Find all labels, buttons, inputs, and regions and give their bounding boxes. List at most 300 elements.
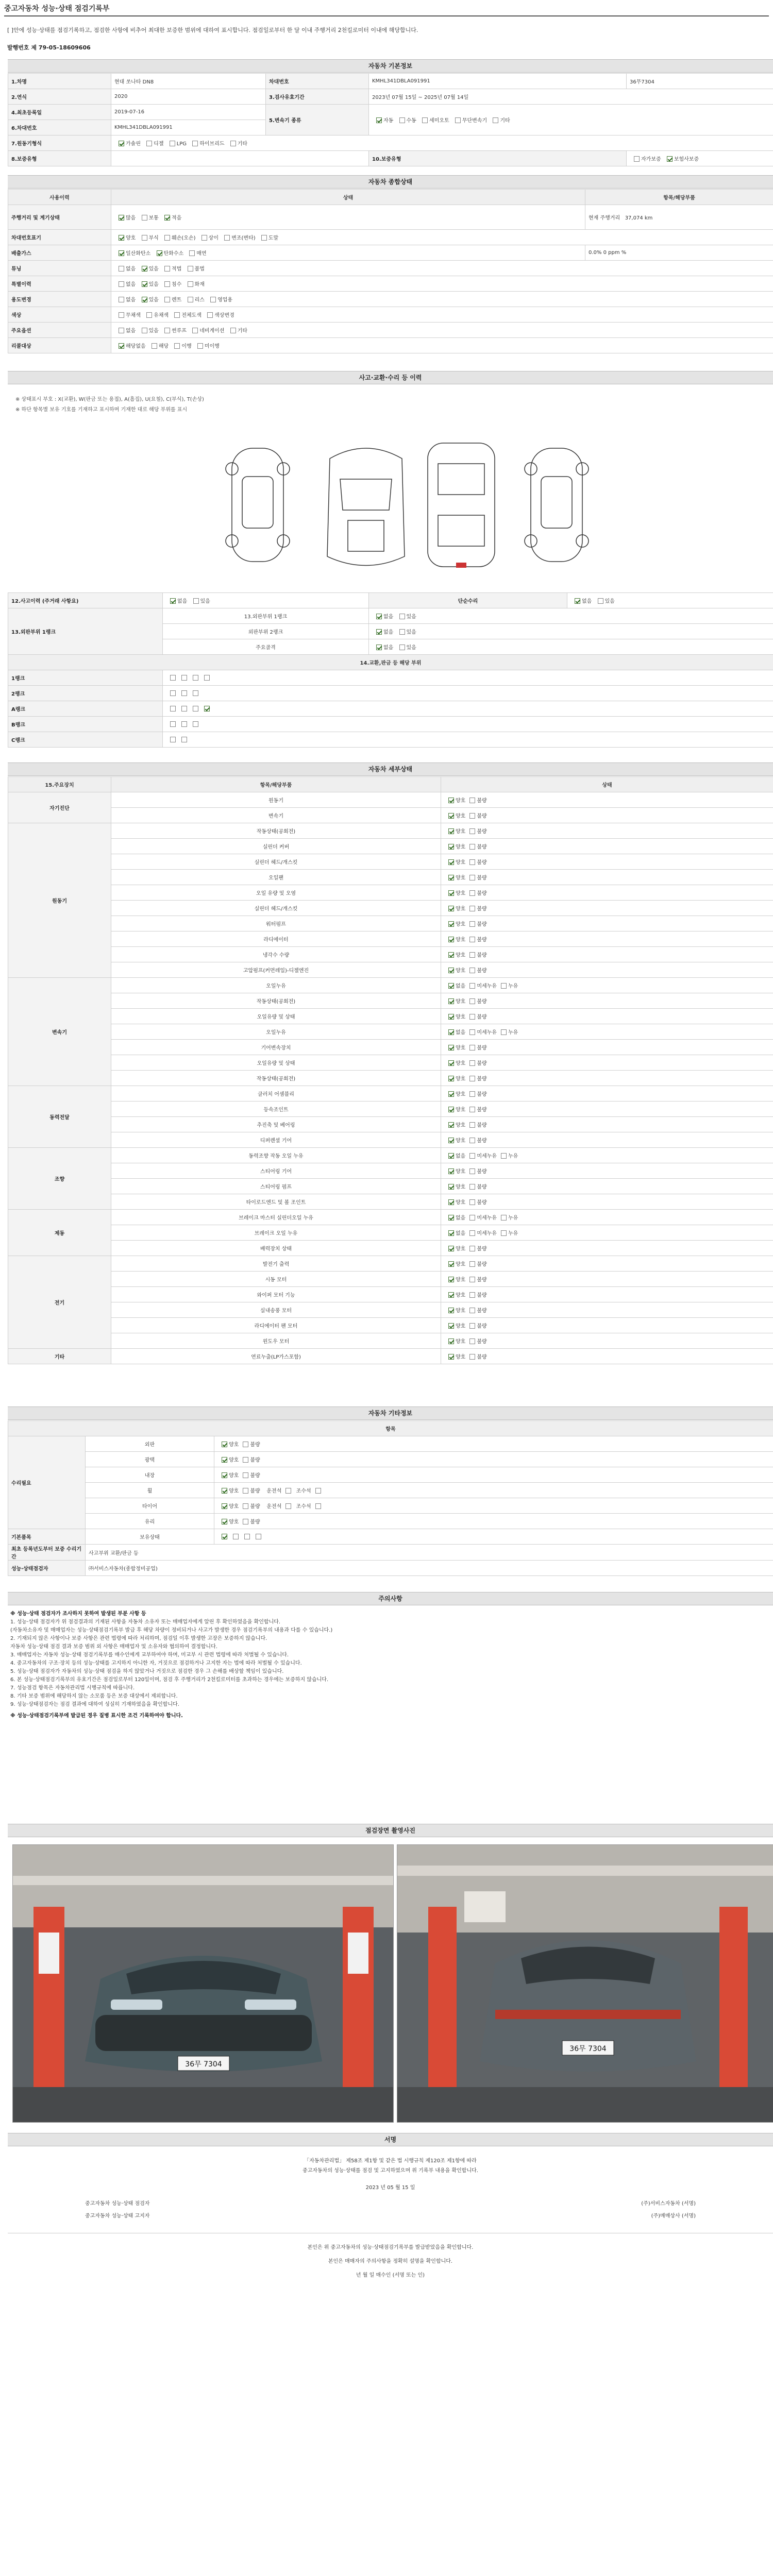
checkbox-icon[interactable] <box>493 117 498 123</box>
checkbox-icon[interactable] <box>243 1503 248 1509</box>
checkbox-icon[interactable] <box>142 235 147 241</box>
checkbox-icon[interactable] <box>119 250 124 256</box>
car-rear-photo-icon <box>397 1845 773 2123</box>
checkbox-icon[interactable] <box>448 828 454 834</box>
row-label: 성능·상태점검자 <box>8 1561 86 1576</box>
item-label: 스티어링 기어 <box>111 1163 441 1179</box>
checkbox-icon[interactable] <box>164 215 170 221</box>
checkbox-icon[interactable] <box>207 312 213 318</box>
checkbox-icon[interactable] <box>210 297 216 302</box>
checkbox-icon[interactable] <box>170 141 175 146</box>
group-label: 기타 <box>8 1349 111 1364</box>
checkbox-icon[interactable] <box>448 983 454 989</box>
checkbox-icon[interactable] <box>188 281 193 287</box>
license-plate: 36무 7304 <box>569 2045 607 2053</box>
checkbox-icon[interactable] <box>448 1230 454 1236</box>
checkbox-icon[interactable] <box>142 328 147 333</box>
checkbox-icon[interactable] <box>448 1292 454 1298</box>
checkbox-icon[interactable] <box>469 1014 475 1020</box>
item-label: 오일팬 <box>111 870 441 885</box>
checkbox-icon[interactable] <box>448 1246 454 1251</box>
checkbox-icon[interactable] <box>119 328 124 333</box>
checkbox-icon[interactable] <box>469 875 475 880</box>
checkbox-icon[interactable] <box>469 1292 475 1298</box>
checkbox-icon[interactable] <box>157 250 162 256</box>
checkbox-icon[interactable] <box>448 1138 454 1143</box>
checkbox-icon[interactable] <box>469 1199 475 1205</box>
checkbox-icon[interactable] <box>469 1029 475 1035</box>
checkbox-icon[interactable] <box>469 1122 475 1128</box>
checkbox-icon[interactable] <box>469 1091 475 1097</box>
option-label: 양호 <box>456 1246 466 1252</box>
checkbox-icon[interactable] <box>222 1534 227 1539</box>
options: 양호 불량 <box>214 1467 773 1483</box>
checkbox-icon[interactable] <box>181 721 187 727</box>
checkbox-icon[interactable] <box>634 156 640 162</box>
checkbox-icon[interactable] <box>164 266 170 272</box>
buyer-line-2: 본인은 매매자의 주의사항을 정확히 설명을 확인합니다. <box>328 2259 453 2264</box>
checkbox-icon[interactable] <box>188 297 193 302</box>
checkbox-icon[interactable] <box>243 1488 248 1494</box>
item-label: 유리 <box>86 1514 214 1529</box>
value: KMHL341DBLA091991 <box>369 74 627 89</box>
options: 없음 있음 <box>369 608 773 624</box>
status-options <box>441 1024 773 1040</box>
checkbox-icon[interactable] <box>399 645 405 650</box>
checkbox-icon[interactable] <box>469 1323 475 1329</box>
item-label: 실린더 헤드/개스킷 <box>111 901 441 916</box>
checkbox-icon[interactable] <box>448 890 454 896</box>
sub-label: 13.외판부위 1랭크 <box>163 608 369 624</box>
checkbox-icon[interactable] <box>164 328 170 333</box>
option-label: 불량 <box>477 937 487 943</box>
checkbox-icon[interactable] <box>448 798 454 803</box>
options: 없음 있음 적법 불법 <box>111 261 773 276</box>
checkbox-icon[interactable] <box>119 312 124 318</box>
status-options <box>441 870 773 885</box>
checkbox-icon[interactable] <box>193 690 198 696</box>
checkbox-icon[interactable] <box>230 141 236 146</box>
item-label: 라디에이터 팬 모터 <box>111 1318 441 1333</box>
checkbox-icon[interactable] <box>448 952 454 958</box>
checkbox-icon[interactable] <box>469 906 475 911</box>
checkbox-icon[interactable] <box>243 1472 248 1478</box>
checkbox-icon[interactable] <box>448 1014 454 1020</box>
option-label: 없음 <box>456 1231 466 1236</box>
checkbox-icon[interactable] <box>181 737 187 742</box>
item-label: 보유상태 <box>86 1529 214 1545</box>
checkbox-icon[interactable] <box>376 117 382 123</box>
checkbox-icon[interactable] <box>448 1184 454 1190</box>
header-cell: 15.주요장치 <box>8 777 111 792</box>
option-label: 불량 <box>477 814 487 819</box>
option-label: 불량 <box>477 1324 487 1329</box>
checkbox-icon[interactable] <box>152 343 157 349</box>
section-other: 자동차 기타정보 <box>8 1406 773 1420</box>
checkbox-icon[interactable] <box>448 921 454 927</box>
checkbox-icon[interactable] <box>170 721 176 727</box>
checkbox-icon[interactable] <box>285 1488 291 1494</box>
checkbox-icon[interactable] <box>181 706 187 711</box>
checkbox-icon[interactable] <box>469 1076 475 1081</box>
rank-label: 1랭크 <box>8 670 163 686</box>
note-line: 자동차 성능·상태 점검 결과 보증 범위 외 사항은 매매업자 및 소유자와 협의하여 결정합니다. <box>10 1644 217 1650</box>
item-label: 와이퍼 모터 기능 <box>111 1287 441 1302</box>
header-cell: 항목 <box>8 1421 773 1436</box>
status-options <box>441 1349 773 1364</box>
checkbox-icon[interactable] <box>448 1261 454 1267</box>
item-label: 디퍼렌셜 기어 <box>111 1132 441 1148</box>
fuel-options: 가솔린 디젤 LPG 하이브리드 기타 <box>111 135 773 151</box>
checkbox-icon[interactable] <box>146 312 152 318</box>
checkbox-icon[interactable] <box>376 629 382 635</box>
options: 양호 불량 <box>214 1436 773 1452</box>
checkbox-icon[interactable] <box>174 312 180 318</box>
status-options <box>441 1101 773 1117</box>
notes-warning: ※ 성능·상태점검기록부에 발급된 경우 질병 표시한 조건 기록하여야 합니다. <box>10 1713 183 1719</box>
checkbox-icon[interactable] <box>448 875 454 880</box>
checkbox-icon[interactable] <box>448 1045 454 1050</box>
option-label: 불량 <box>477 1200 487 1206</box>
checkbox-icon[interactable] <box>448 1215 454 1221</box>
checkbox-icon[interactable] <box>181 690 187 696</box>
checkbox-icon[interactable] <box>469 952 475 958</box>
checkbox-icon[interactable] <box>285 1503 291 1509</box>
row-label: 최초 등록년도부터 보증 수리기간 <box>8 1545 86 1561</box>
item-label: 라디에이터 <box>111 931 441 947</box>
checkbox-icon[interactable] <box>448 998 454 1004</box>
checkbox-icon[interactable] <box>192 328 198 333</box>
option-label: 양호 <box>456 937 466 943</box>
checkbox-icon[interactable] <box>448 1076 454 1081</box>
item-label: 외판 <box>86 1436 214 1452</box>
checkbox-icon[interactable] <box>243 1457 248 1463</box>
checkbox-icon[interactable] <box>189 250 195 256</box>
checkbox-icon[interactable] <box>469 1060 475 1066</box>
checkbox-icon[interactable] <box>448 968 454 973</box>
option-label: 불량 <box>477 922 487 927</box>
checkbox-icon[interactable] <box>469 1045 475 1050</box>
checkbox-icon[interactable] <box>181 675 187 681</box>
options: 양호 불량 운전석 조수석 <box>214 1483 773 1498</box>
option-label: 불량 <box>477 844 487 850</box>
status-options <box>441 1241 773 1256</box>
checkbox-icon[interactable] <box>448 813 454 819</box>
checkbox-icon[interactable] <box>164 235 170 241</box>
checkbox-icon[interactable] <box>501 983 507 989</box>
status-options <box>441 916 773 931</box>
checkbox-icon[interactable] <box>448 844 454 850</box>
checkbox-icon[interactable] <box>222 1488 227 1494</box>
checkbox-icon[interactable] <box>142 215 147 221</box>
inspector-label: 중고자동차 성능·상태 점검자 <box>85 2201 150 2207</box>
item-label: 등속조인트 <box>111 1101 441 1117</box>
notes-lines <box>10 1618 763 1709</box>
checkbox-icon[interactable] <box>448 1354 454 1360</box>
checkbox-icon[interactable] <box>469 1107 475 1112</box>
note-line: (자동차소유자 및 매매업자는 성능·상태점검기록부 발급 후 해당 차량이 정비되거나 사고가 발생한 경우 점검기록부의 내용과 다를 수 있습니다.) <box>10 1628 333 1633</box>
checkbox-icon[interactable] <box>469 890 475 896</box>
checkbox-icon[interactable] <box>243 1442 248 1447</box>
note-line: 4. 중고자동차의 구조·장치 등의 성능·상태를 고지하지 아니한 자, 거짓으로 점검하거나 고지한 자는 법에 따라 처벌될 수 있습니다. <box>10 1660 302 1666</box>
accident-legend-2: ※ 하단 항목별 보유 기호를 기재하고 표시하며 기재한 대로 해당 부위를 표시 <box>15 407 188 413</box>
label: 차대번호 <box>266 74 369 89</box>
option-label: 불량 <box>477 1045 487 1051</box>
sub-header: 14.교환,판금 등 해당 부위 <box>8 655 773 670</box>
checkbox-icon[interactable] <box>469 1354 475 1360</box>
checkbox-icon[interactable] <box>119 343 124 349</box>
checkbox-icon[interactable] <box>448 1107 454 1112</box>
checkbox-icon[interactable] <box>448 1060 454 1066</box>
checkbox-icon[interactable] <box>244 1534 250 1539</box>
checkbox-icon[interactable] <box>170 675 176 681</box>
checkbox-icon[interactable] <box>256 1534 261 1539</box>
checkbox-icon[interactable] <box>448 1091 454 1097</box>
row-label: 단순수리 <box>369 593 567 608</box>
status-options <box>441 962 773 978</box>
checkbox-icon[interactable] <box>422 117 428 123</box>
checkbox-icon[interactable] <box>448 1122 454 1128</box>
checkbox-icon[interactable] <box>193 706 198 711</box>
checkbox-icon[interactable] <box>261 235 267 241</box>
header-cell: 상태 <box>111 190 585 205</box>
row-label: 수리필요 <box>8 1436 86 1529</box>
checkbox-icon[interactable] <box>204 675 210 681</box>
checkbox-icon[interactable] <box>119 266 124 272</box>
checkbox-icon[interactable] <box>193 675 198 681</box>
option-label: 미세누유 <box>477 1231 497 1236</box>
options: 없음 있음 <box>369 639 773 655</box>
status-options <box>441 885 773 901</box>
checkbox-icon[interactable] <box>119 215 124 221</box>
checkbox-icon[interactable] <box>469 1184 475 1190</box>
status-options <box>441 1040 773 1055</box>
notifier-row <box>8 2211 773 2221</box>
option-label: 불량 <box>477 1262 487 1267</box>
checkbox-icon[interactable] <box>119 297 124 302</box>
checkbox-icon[interactable] <box>164 281 170 287</box>
overall-table <box>8 189 773 353</box>
checkbox-icon[interactable] <box>469 1338 475 1344</box>
checkbox-icon[interactable] <box>192 141 198 146</box>
value: KMHL341DBLA091991 <box>111 120 266 135</box>
option-label: 불량 <box>477 1184 487 1190</box>
checkbox-icon[interactable] <box>448 1153 454 1159</box>
options <box>214 1529 773 1545</box>
checkbox-icon[interactable] <box>448 1338 454 1344</box>
signature-line-1: 「자동차관리법」 제58조 제1항 및 같은 법 시행규칙 제120조 제1항에 따라 <box>304 2158 477 2164</box>
checkbox-icon[interactable] <box>376 645 382 650</box>
checkbox-icon[interactable] <box>164 297 170 302</box>
checkbox-icon[interactable] <box>469 844 475 850</box>
checkbox-icon[interactable] <box>501 1230 507 1236</box>
checkbox-icon[interactable] <box>193 598 199 604</box>
checkbox-icon[interactable] <box>142 266 147 272</box>
label: 10.보증유형 <box>369 151 627 166</box>
option-label: 불량 <box>477 1293 487 1298</box>
option-label: 양호 <box>456 1293 466 1298</box>
checkbox-icon[interactable] <box>399 629 405 635</box>
note-line: 7. 성능점검 항목은 자동차관리법 시행규칙에 따릅니다. <box>10 1685 135 1691</box>
checkbox-icon[interactable] <box>201 235 207 241</box>
checkbox-icon[interactable] <box>469 859 475 865</box>
option-label: 양호 <box>456 968 466 974</box>
checkbox-icon[interactable] <box>193 721 198 727</box>
option-label: 없음 <box>456 1030 466 1036</box>
checkbox-icon[interactable] <box>197 343 203 349</box>
status-options <box>441 1302 773 1318</box>
section-overall: 자동차 종합상태 <box>8 175 773 189</box>
checkbox-icon[interactable] <box>455 117 461 123</box>
checkbox-icon[interactable] <box>119 141 124 146</box>
checkbox-icon[interactable] <box>469 1308 475 1313</box>
checkbox-icon[interactable] <box>469 1138 475 1143</box>
checkbox-icon[interactable] <box>469 937 475 942</box>
value <box>111 151 369 166</box>
checkbox-icon[interactable] <box>399 614 405 619</box>
item-label: 오일 유량 및 오염 <box>111 885 441 901</box>
checkbox-icon[interactable] <box>448 1323 454 1329</box>
checkbox-icon[interactable] <box>170 737 176 742</box>
option-label: 양호 <box>456 906 466 912</box>
checkbox-icon[interactable] <box>448 1029 454 1035</box>
checkbox-icon[interactable] <box>598 598 603 604</box>
checkbox-icon[interactable] <box>376 614 382 619</box>
option-label: 양호 <box>456 860 466 866</box>
checkbox-icon[interactable] <box>501 1153 507 1159</box>
section-caution: 주의사항 <box>8 1592 773 1605</box>
row-label: 차대번호표기 <box>8 230 111 245</box>
checkbox-icon[interactable] <box>501 1029 507 1035</box>
item-label: 동력조향 작동 오일 누유 <box>111 1148 441 1163</box>
checkbox-icon[interactable] <box>469 983 475 989</box>
section-detail: 자동차 세부상태 <box>8 762 773 776</box>
checkbox-icon[interactable] <box>170 598 176 604</box>
checkbox-icon[interactable] <box>222 1472 227 1478</box>
checkbox-icon[interactable] <box>469 998 475 1004</box>
checkbox-icon[interactable] <box>119 281 124 287</box>
checkbox-icon[interactable] <box>575 598 580 604</box>
checkbox-icon[interactable] <box>222 1442 227 1447</box>
checkbox-icon[interactable] <box>448 1168 454 1174</box>
checkbox-icon[interactable] <box>222 1519 227 1524</box>
checkbox-icon[interactable] <box>399 117 405 123</box>
checkbox-icon[interactable] <box>224 235 230 241</box>
checkbox-icon[interactable] <box>469 1215 475 1221</box>
item-label: 타이어 <box>86 1498 214 1514</box>
car-front-photo-icon <box>13 1845 394 2123</box>
checkbox-icon[interactable] <box>119 235 124 241</box>
rank-label: C랭크 <box>8 732 163 748</box>
option-label: 불량 <box>477 1339 487 1345</box>
inspection-photo-front <box>12 1844 394 2123</box>
checkbox-icon[interactable] <box>469 1153 475 1159</box>
checkbox-icon[interactable] <box>448 937 454 942</box>
status-options <box>441 931 773 947</box>
item-label: 오일누유 <box>111 978 441 993</box>
item-label: 시동 모터 <box>111 1272 441 1287</box>
option-label: 불량 <box>477 891 487 896</box>
notifier-value[interactable]: (주)매매상사 (서명) <box>651 2213 696 2219</box>
checkbox-icon[interactable] <box>667 156 673 162</box>
checkbox-icon[interactable] <box>315 1488 321 1494</box>
status-options <box>441 1210 773 1225</box>
inspector-value[interactable]: (주)서비스자동차 (서명) <box>641 2201 696 2207</box>
status-options <box>441 1194 773 1210</box>
status-options <box>441 823 773 839</box>
checkbox-icon[interactable] <box>469 921 475 927</box>
option-label: 불량 <box>477 1246 487 1252</box>
notes-title: ※ 성능·상태 점검자가 조사하지 못하여 발생된 부분 사항 등 <box>10 1611 146 1617</box>
option-label: 양호 <box>456 1014 466 1020</box>
checkbox-icon[interactable] <box>469 968 475 973</box>
options: 무채색 유채색 전체도색 색상변경 <box>111 307 773 323</box>
option-label: 양호 <box>456 1092 466 1097</box>
checkbox-icon[interactable] <box>204 706 210 711</box>
checkbox-icon[interactable] <box>448 1277 454 1282</box>
item-label: 타이로드엔드 및 볼 조인트 <box>111 1194 441 1210</box>
checkbox-icon[interactable] <box>142 281 147 287</box>
checkbox-icon[interactable] <box>448 1199 454 1205</box>
item-label: 워터펌프 <box>111 916 441 931</box>
checkbox-icon[interactable] <box>142 297 147 302</box>
checkbox-icon[interactable] <box>233 1534 239 1539</box>
option-label: 양호 <box>456 1308 466 1314</box>
checkbox-icon[interactable] <box>243 1519 248 1524</box>
checkbox-icon[interactable] <box>188 266 193 272</box>
header-cell: 항목/해당부품 <box>111 777 441 792</box>
group-label: 자기진단 <box>8 792 111 823</box>
option-label: 불량 <box>477 1014 487 1020</box>
checkbox-icon[interactable] <box>230 328 236 333</box>
checkbox-icon[interactable] <box>222 1457 227 1463</box>
checkbox-icon[interactable] <box>469 1277 475 1282</box>
options: 없음 있음 <box>567 593 773 608</box>
checkbox-icon[interactable] <box>315 1503 321 1509</box>
checkbox-icon[interactable] <box>469 1246 475 1251</box>
item-label: 오일유량 및 상태 <box>111 1009 441 1024</box>
row-label: 12.사고이력 (주거래 사항요) <box>8 593 163 608</box>
option-label: 불량 <box>477 860 487 866</box>
checkbox-icon[interactable] <box>501 1215 507 1221</box>
checkbox-icon[interactable] <box>469 828 475 834</box>
item-label: 광택 <box>86 1452 214 1467</box>
option-label: 양호 <box>456 1169 466 1175</box>
status-options <box>441 854 773 870</box>
checkbox-icon[interactable] <box>469 813 475 819</box>
row-label: 13.외판부위 1랭크 <box>8 608 163 655</box>
option-label: 양호 <box>456 922 466 927</box>
checkbox-icon[interactable] <box>469 1168 475 1174</box>
row-label: 특별이력 <box>8 276 111 292</box>
option-label: 없음 <box>456 984 466 989</box>
status-options <box>441 1163 773 1179</box>
checkbox-icon[interactable] <box>469 1230 475 1236</box>
checkbox-icon[interactable] <box>448 1308 454 1313</box>
buyer-date[interactable]: 년 월 일 매수인 (서명 또는 인) <box>356 2273 425 2278</box>
status-options <box>441 1148 773 1163</box>
checkbox-icon[interactable] <box>469 798 475 803</box>
checkbox-icon[interactable] <box>170 706 176 711</box>
checkbox-icon[interactable] <box>170 690 176 696</box>
checkbox-icon[interactable] <box>174 343 180 349</box>
checkbox-icon[interactable] <box>146 141 152 146</box>
checkbox-icon[interactable] <box>222 1503 227 1509</box>
checkbox-icon[interactable] <box>448 906 454 911</box>
option-label: 불량 <box>477 829 487 835</box>
checkbox-icon[interactable] <box>448 859 454 865</box>
checkbox-icon[interactable] <box>469 1261 475 1267</box>
